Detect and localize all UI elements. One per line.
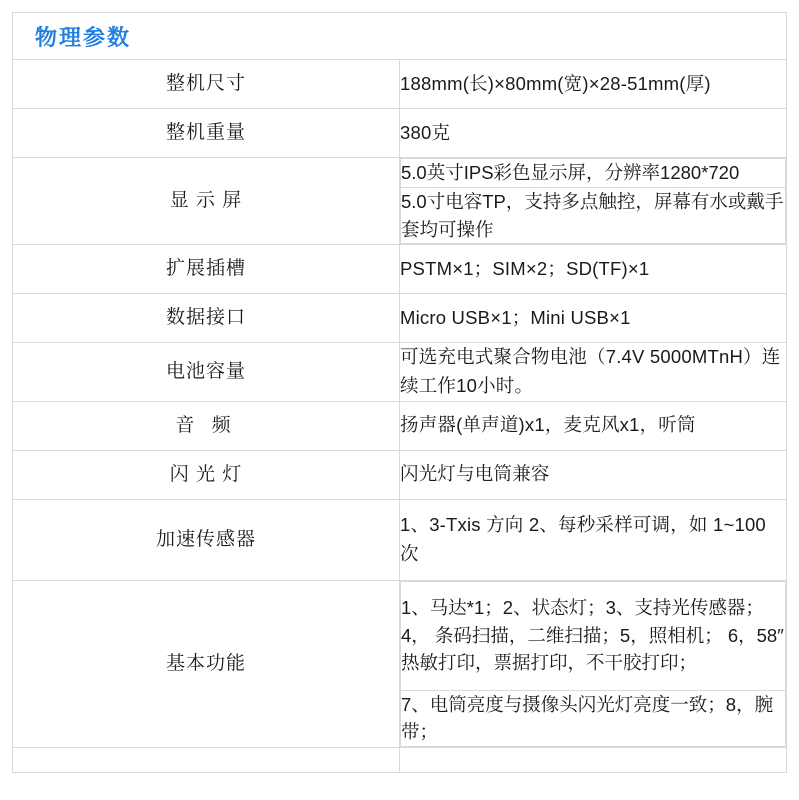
row-value-next <box>400 748 787 773</box>
row-label-accelerometer: 加速传感器 <box>13 499 400 580</box>
table-row <box>13 245 787 294</box>
row-value-audio: 扬声器(单声道)x1，麦克风x1，听筒 <box>400 401 787 450</box>
basic-functions-line-1: 1、马达*1；2、状态灯；3、支持光传感器；4， 条码扫描，二维扫描；5，照相机； 6，58″热敏打印，票据打印，不干胶打印； <box>401 581 786 690</box>
table-row-partial <box>13 748 787 773</box>
row-label-battery: 电池容量 <box>13 343 400 401</box>
row-label-next <box>13 748 400 773</box>
row-value-weight: 380克 <box>400 109 787 158</box>
table-row <box>13 580 787 748</box>
table-row <box>13 343 787 401</box>
title-cell <box>13 13 787 60</box>
table-row-title <box>13 13 787 60</box>
table-row <box>13 158 787 245</box>
table-row <box>13 109 787 158</box>
page-title: 物理参数 <box>35 24 132 50</box>
row-value-display <box>400 158 787 245</box>
spec-table <box>12 12 787 773</box>
row-label-flash: 闪 光 灯 <box>13 450 400 499</box>
row-label-ports: 数据接口 <box>13 294 400 343</box>
table-row <box>13 294 787 343</box>
basic-functions-line-2: 7、电筒亮度与摄像头闪光灯亮度一致；8，腕带； <box>401 690 786 747</box>
table-row <box>13 450 787 499</box>
row-value-dimensions: 188mm(长)×80mm(宽)×28-51mm(厚) <box>400 60 787 109</box>
row-label-display: 显 示 屏 <box>13 158 400 245</box>
row-label-audio: 音 频 <box>13 401 400 450</box>
row-label-basic-functions: 基本功能 <box>13 580 400 748</box>
display-line-2: 5.0寸电容TP，支持多点触控，屏幕有水或戴手套均可操作 <box>401 187 786 244</box>
display-line-1: 5.0英寸IPS彩色显示屏，分辨率1280*720 <box>401 159 786 188</box>
basic-functions-sublist <box>400 581 786 748</box>
row-value-accelerometer: 1、3-Txis 方向 2、每秒采样可调，如 1~100 次 <box>400 499 787 580</box>
row-value-ports: Micro USB×1；Mini USB×1 <box>400 294 787 343</box>
row-value-battery: 可选充电式聚合物电池（7.4V 5000MTnH）连续工作10小时。 <box>400 343 787 401</box>
row-value-flash: 闪光灯与电筒兼容 <box>400 450 787 499</box>
row-value-basic-functions <box>400 580 787 748</box>
table-row <box>13 401 787 450</box>
row-label-dimensions: 整机尺寸 <box>13 60 400 109</box>
row-label-weight: 整机重量 <box>13 109 400 158</box>
display-sublist <box>400 158 786 244</box>
table-row <box>13 60 787 109</box>
table-row <box>13 499 787 580</box>
row-label-slots: 扩展插槽 <box>13 245 400 294</box>
row-value-slots: PSTM×1；SIM×2；SD(TF)×1 <box>400 245 787 294</box>
